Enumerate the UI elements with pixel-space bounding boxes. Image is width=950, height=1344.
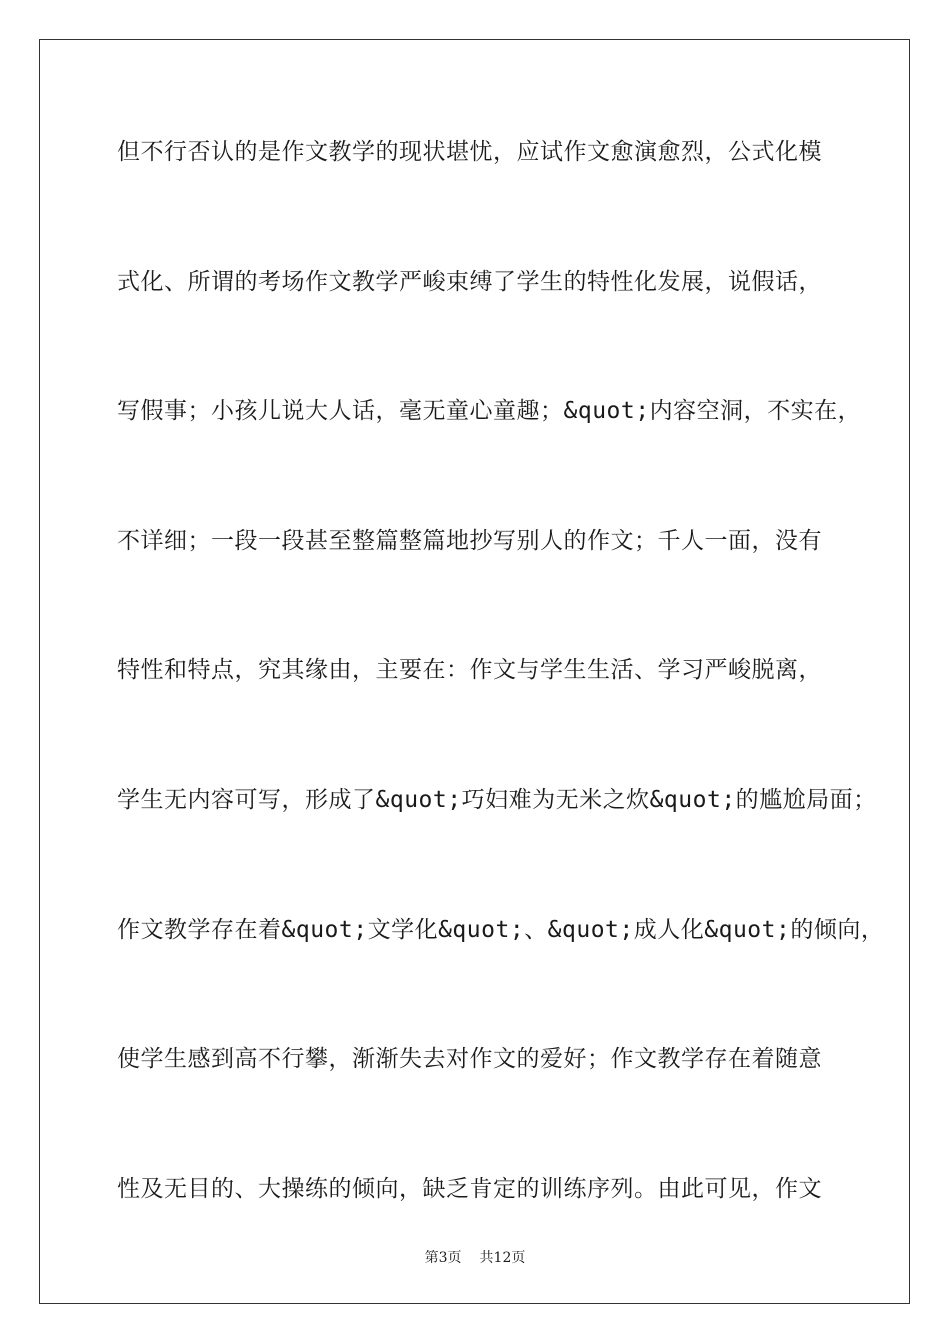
- text-line: 式化、所谓的考场作文教学严峻束缚了学生的特性化发展，说假话，: [117, 268, 822, 295]
- text-line: 特性和特点，究其缘由，主要在：作文与学生生活、学习严峻脱离，: [117, 657, 822, 684]
- text-line: 学生无内容可写，形成了&quot;巧妇难为无米之炊&quot;的尴尬局面；: [117, 786, 877, 813]
- text-line: 写假事；小孩儿说大人话，毫无童心童趣；&quot;内容空洞，不实在，: [117, 398, 862, 425]
- text-line: 不详细；一段一段甚至整篇整篇地抄写别人的作文；千人一面，没有: [117, 527, 822, 554]
- text-line: 但不行否认的是作文教学的现状堪忧，应试作文愈演愈烈，公式化模: [117, 139, 822, 165]
- page-footer: [0, 1247, 950, 1267]
- body-text: [117, 131, 885, 1297]
- text-line: 使学生感到高不行攀，渐渐失去对作文的爱好；作文教学存在着随意: [117, 1046, 822, 1073]
- page-number-total: 共12页: [479, 1250, 526, 1266]
- text-line: 性及无目的、大操练的倾向，缺乏肯定的训练序列。由此可见，作文: [117, 1175, 822, 1202]
- page-number-current: 第3页: [424, 1250, 462, 1266]
- text-line: 作文教学存在着&quot;文学化&quot;、&quot;成人化&quot;的倾向，: [117, 916, 885, 943]
